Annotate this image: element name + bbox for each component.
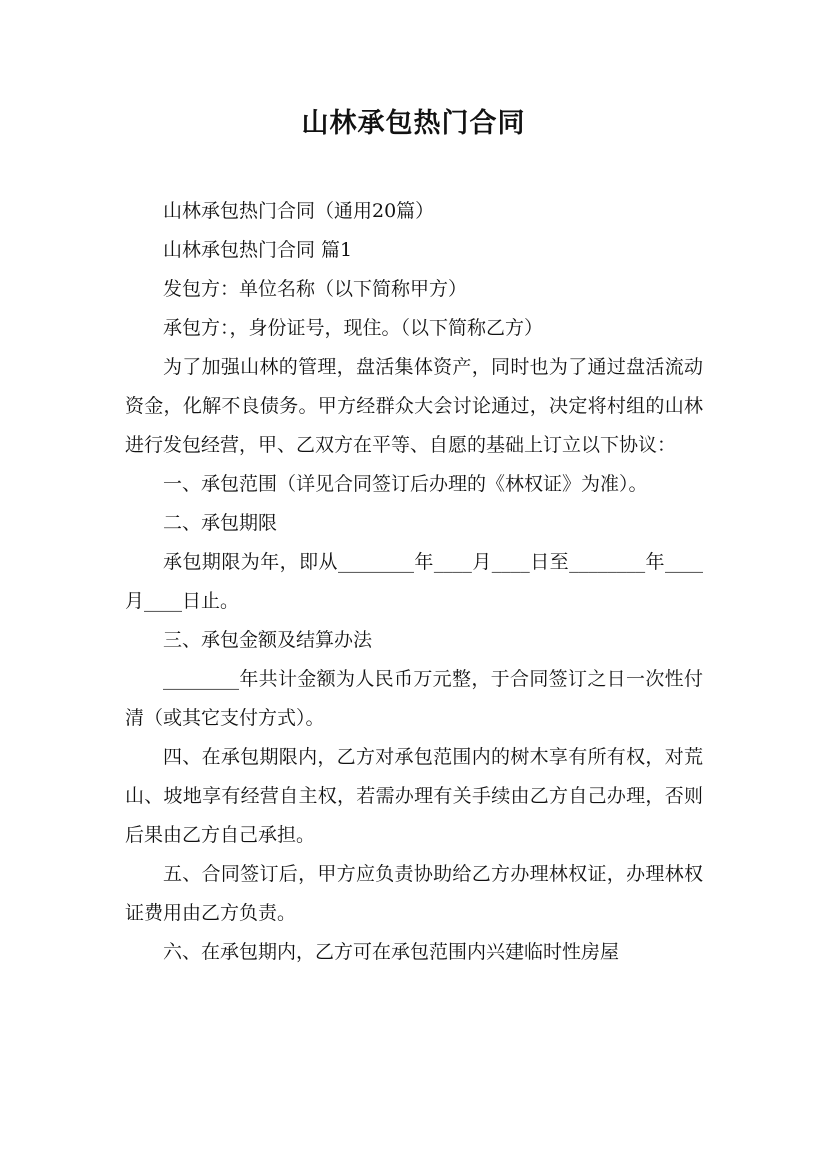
paragraph-clause-1: 一、承包范围（详见合同签订后办理的《林权证》为准）。 (163, 473, 648, 495)
paragraph-clause-2-heading: 二、承包期限 (163, 512, 278, 534)
document-body (125, 192, 703, 972)
paragraph-clause-5: 五、合同签订后，甲方应负责协助给乙方办理林权证，办理林权证费用由乙方负责。 (125, 863, 703, 924)
paragraph-clause-4: 四、在承包期限内，乙方对承包范围内的树木享有所有权，对荒山、坡地享有经营自主权，若需办理有关手续由乙方自己办理，否则后果由乙方自己承担。 (125, 746, 703, 846)
paragraph-preamble: 为了加强山林的管理，盘活集体资产，同时也为了通过盘活流动资金，化解不良债务。甲方经群众大会讨论通过，决定将村组的山林进行发包经营，甲、乙双方在平等、自愿的基础上订立以下协议： (125, 356, 703, 456)
paragraph-clause-3-heading: 三、承包金额及结算办法 (163, 629, 373, 651)
paragraph-clause-2-body: 承包期限为年，即从________年____月____日至________年____月____日止。 (125, 551, 703, 612)
paragraph-party-b: 承包方：，身份证号，现住。（以下简称乙方） (163, 317, 544, 339)
paragraph-clause-3-body: ________年共计金额为人民币万元整，于合同签订之日一次性付清（或其它支付方式）。 (125, 668, 703, 729)
paragraph-clause-6: 六、在承包期内，乙方可在承包范围内兴建临时性房屋 (163, 941, 620, 963)
document-title: 山林承包热门合同 (301, 108, 526, 139)
paragraph-subtitle: 山林承包热门合同（通用20篇） (163, 200, 435, 222)
paragraph-party-a: 发包方：单位名称（以下简称甲方） (163, 278, 468, 300)
paragraph-section-heading: 山林承包热门合同 篇1 (163, 239, 353, 261)
